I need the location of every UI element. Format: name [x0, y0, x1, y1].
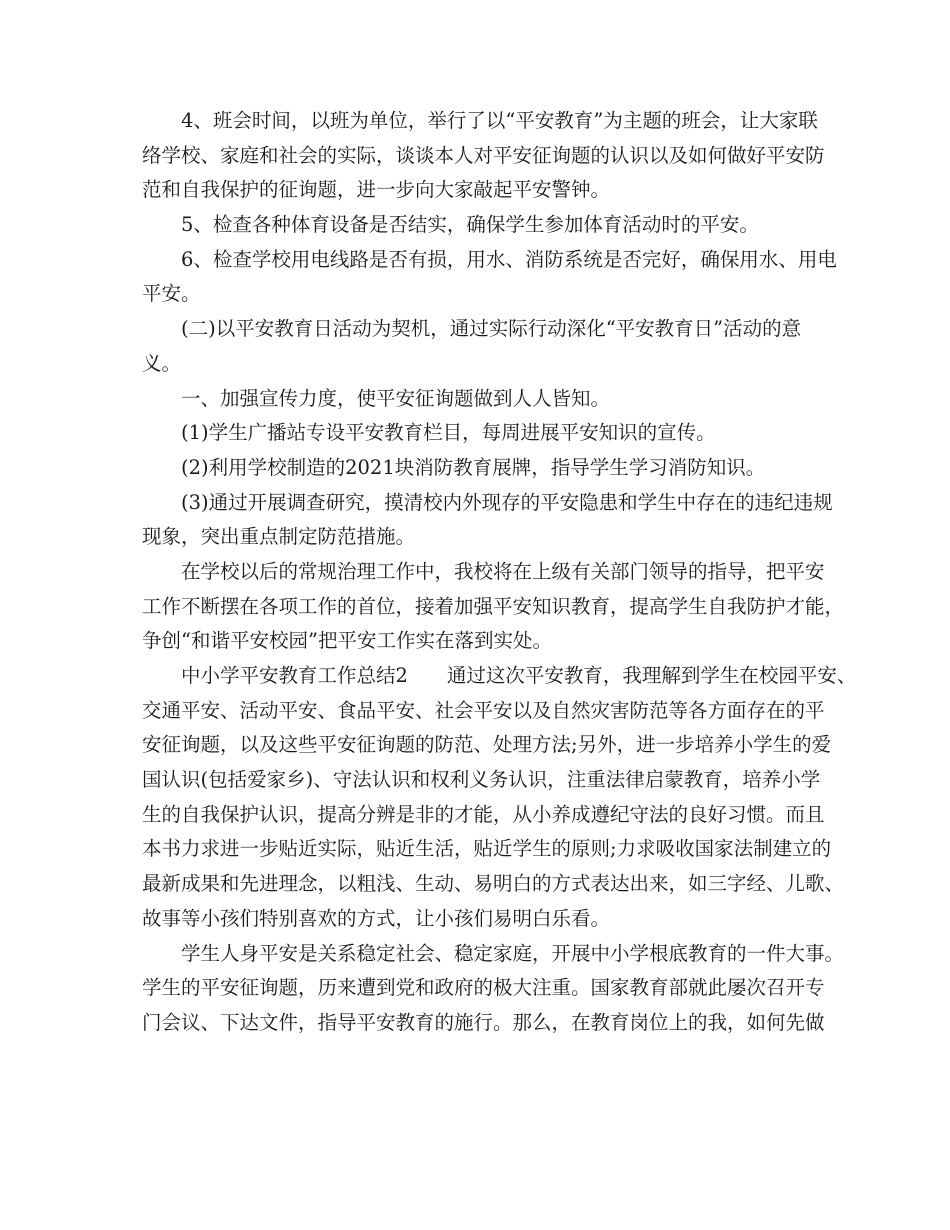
text-line: 交通平安、活动平安、食品平安、社会平安以及自然灾害防范等各方面存在的平 [142, 698, 825, 722]
text-line: 生的自我保护认识，提高分辨是非的才能，从小养成遵纪守法的良好习惯。而且 [142, 802, 825, 826]
text-line: 义。 [142, 351, 182, 375]
document-body [142, 104, 857, 1041]
text-line: 本书力求进一步贴近实际，贴近生活，贴近学生的原则;力求吸收国家法制建立的 [142, 837, 832, 861]
text-line: 范和自我保护的征询题，进一步向大家敲起平安警钟。 [142, 178, 611, 202]
text-line: 5、检查各种体育设备是否结实，确保学生参加体育活动时的平安。 [181, 213, 759, 237]
text-line: 学生的平安征询题，历来遭到党和政府的极大注重。国家教育部就此屡次召开专 [142, 976, 825, 1000]
text-line: 6、检查学校用电线路是否有损，用水、消防系统是否完好，确保用水、用电 [181, 247, 837, 271]
text-line: (1)学生广播站专设平安教育栏目，每周进展平安知识的宣传。 [181, 421, 716, 445]
text-line: (2)利用学校制造的2021块消防教育展牌，指导学生学习消防知识。 [181, 455, 766, 479]
text-line: 故事等小孩们特别喜欢的方式，让小孩们易明白乐看。 [142, 906, 611, 930]
text-line: 在学校以后的常规治理工作中，我校将在上级有关部门领导的指导，把平安 [181, 559, 825, 583]
text-line: 最新成果和先进理念，以粗浅、生动、易明白的方式表达出来，如三字经、儿歌、 [142, 872, 845, 896]
text-line: 一、加强宣传力度，使平安征询题做到人人皆知。 [181, 386, 611, 410]
text-line: (3)通过开展调查研究，摸清校内外现存的平安隐患和学生中存在的违纪违规 [181, 490, 833, 514]
text-line: 4、班会时间，以班为单位，举行了以“平安教育”为主题的班会，让大家联 [181, 109, 818, 132]
text-line: 安征询题，以及这些平安征询题的防范、处理方法;另外，进一步培养小学生的爱 [142, 733, 832, 757]
text-line: 工作不断摆在各项工作的首位，接着加强平安知识教育，提高学生自我防护才能， [142, 594, 845, 618]
text-line: 络学校、家庭和社会的实际，谈谈本人对平安征询题的认识以及如何做好平安防 [142, 143, 825, 167]
text-line: 争创“和谐平安校园”把平安工作实在落到实处。 [142, 629, 552, 653]
text-line: 学生人身平安是关系稳定社会、稳定家庭，开展中小学根底教育的一件大事。 [181, 941, 845, 965]
text-line: 国认识(包括爱家乡)、守法认识和权利义务认识，注重法律启蒙教育，培养小学 [142, 768, 821, 792]
text-line: 现象，突出重点制定防范措施。 [142, 525, 416, 549]
text-line: 门会议、下达文件，指导平安教育的施行。那么，在教育岗位上的我，如何先做 [142, 1010, 825, 1034]
text-line: 中小学平安教育工作总结2 通过这次平安教育，我理解到学生在校园平安、 [181, 664, 857, 687]
text-line: 平安。 [142, 282, 201, 306]
text-line: (二)以平安教育日活动为契机，通过实际行动深化“平安教育日”活动的意 [181, 317, 802, 341]
